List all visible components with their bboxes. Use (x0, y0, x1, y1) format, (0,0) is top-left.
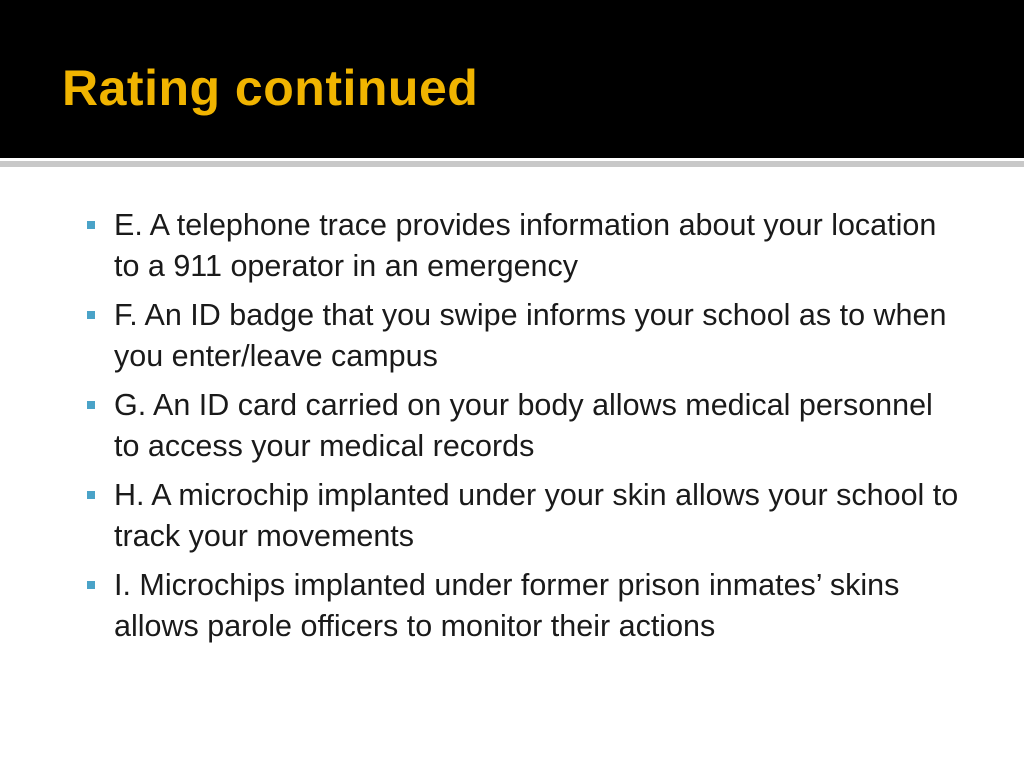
title-divider-grey (0, 161, 1024, 167)
bullet-text: H. A microchip implanted under your skin allows your school to track your movements (114, 478, 959, 553)
slide-title: Rating continued (62, 60, 479, 116)
bullet-item-h (86, 475, 966, 557)
bullet-item-f (86, 295, 966, 377)
title-bar (0, 0, 1024, 158)
square-bullet-icon (87, 491, 95, 499)
square-bullet-icon (87, 401, 95, 409)
bullet-text: I. Microchips implanted under former prison inmates’ skins allows parole officers to monitor their actions (114, 568, 900, 643)
bullet-text: G. An ID card carried on your body allows medical personnel to access your medical records (114, 388, 933, 463)
bullet-text: E. A telephone trace provides information about your location to a 911 operator in an emergency (114, 208, 937, 283)
square-bullet-icon (87, 221, 95, 229)
bullet-item-g (86, 385, 966, 467)
bullet-item-i (86, 565, 966, 647)
square-bullet-icon (87, 581, 95, 589)
bullet-list (86, 205, 966, 655)
bullet-item-e (86, 205, 966, 287)
bullet-text: F. An ID badge that you swipe informs your school as to when you enter/leave campus (114, 298, 947, 373)
square-bullet-icon (87, 311, 95, 319)
